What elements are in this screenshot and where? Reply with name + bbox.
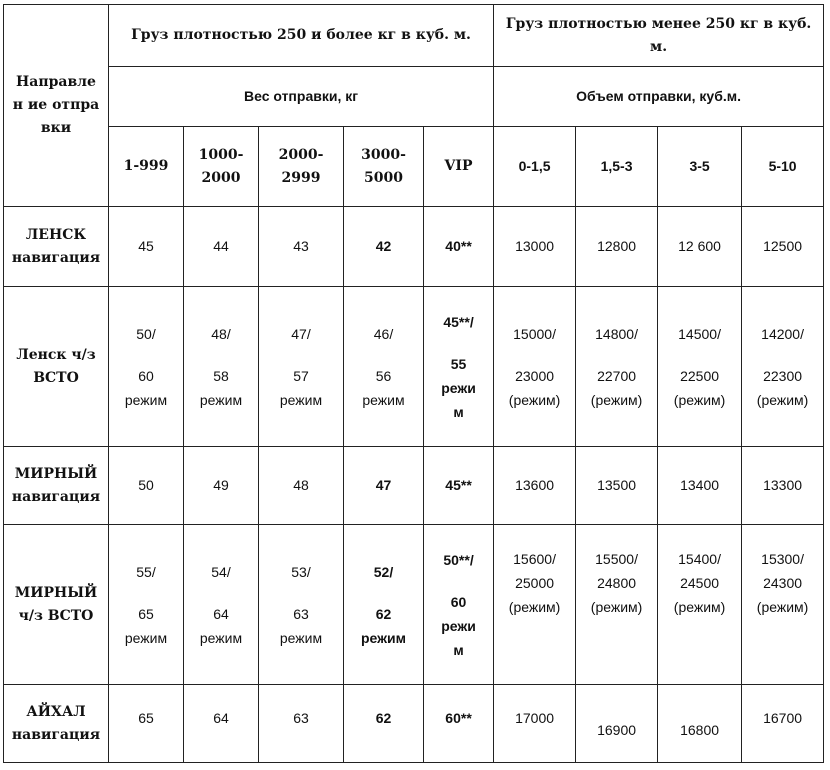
table-cell bbox=[494, 525, 576, 685]
weight-label: Вес отправки, кг bbox=[109, 67, 494, 127]
cell-line: м bbox=[453, 641, 464, 658]
weight-col-3-text: 2000-2999 bbox=[278, 146, 324, 186]
header-row-ranges bbox=[4, 127, 824, 207]
weight-col-3 bbox=[259, 127, 344, 207]
cell-line: 58 bbox=[213, 367, 229, 384]
cell-line: 55 bbox=[450, 355, 467, 372]
table-cell: 12500 bbox=[742, 207, 824, 287]
table-row bbox=[4, 685, 824, 763]
cell-line: м bbox=[453, 403, 464, 420]
cell-line: 47/ bbox=[291, 325, 311, 342]
cell-line: 24500 bbox=[680, 575, 720, 591]
cell-line: 50**/ bbox=[443, 551, 474, 568]
group-header-dense: Груз плотностью 250 и более кг в куб. м. bbox=[109, 5, 494, 67]
table-cell bbox=[658, 287, 742, 447]
table-cell bbox=[184, 525, 259, 685]
row-direction-l1: АЙХАЛ bbox=[26, 703, 86, 720]
row-direction-l1: ЛЕНСК bbox=[25, 226, 87, 243]
weight-col-1: 1-999 bbox=[109, 127, 184, 207]
table-cell bbox=[424, 287, 494, 447]
cell-line: 15000/ bbox=[513, 325, 556, 342]
cell-line: режи bbox=[441, 617, 476, 634]
table-cell: 64 bbox=[184, 685, 259, 763]
table-cell: 50 bbox=[109, 447, 184, 525]
cell-line: режим bbox=[360, 629, 407, 646]
cell-line: (режим) bbox=[508, 391, 561, 408]
cell-line: 63 bbox=[293, 605, 309, 622]
row-direction-l1: Ленск ч/з bbox=[16, 346, 96, 363]
table-cell bbox=[742, 525, 824, 685]
row-direction-l1: МИРНЫЙ bbox=[14, 584, 98, 601]
cell-line: (режим) bbox=[756, 599, 809, 615]
volume-label: Объем отправки, куб.м. bbox=[494, 67, 824, 127]
table-cell: 60** bbox=[424, 685, 494, 763]
row-direction-l2: навигация bbox=[11, 249, 101, 266]
row-direction bbox=[4, 207, 109, 287]
table-cell bbox=[344, 525, 424, 685]
cell-line: 48/ bbox=[211, 325, 231, 342]
table-cell: 47 bbox=[344, 447, 424, 525]
table-cell: 65 bbox=[109, 685, 184, 763]
volume-col-3: 3-5 bbox=[658, 127, 742, 207]
cell-line: 14800/ bbox=[595, 325, 638, 342]
table-cell: 13300 bbox=[742, 447, 824, 525]
cell-line: 52/ bbox=[373, 563, 394, 580]
table-cell: 17000 bbox=[494, 685, 576, 763]
cell-line: 45**/ bbox=[443, 313, 474, 330]
cell-line: 14500/ bbox=[678, 325, 721, 342]
header-row-groups bbox=[4, 5, 824, 67]
table-cell: 62 bbox=[344, 685, 424, 763]
cell-line: 50/ bbox=[136, 325, 156, 342]
table-cell bbox=[576, 287, 658, 447]
cell-line: (режим) bbox=[673, 391, 726, 408]
table-cell: 42 bbox=[344, 207, 424, 287]
table-cell: 13500 bbox=[576, 447, 658, 525]
table-cell bbox=[184, 287, 259, 447]
table-cell: 16900 bbox=[576, 685, 658, 763]
row-direction bbox=[4, 525, 109, 685]
cell-line: 56 bbox=[375, 367, 392, 384]
table-cell: 16800 bbox=[658, 685, 742, 763]
cell-line: 22700 bbox=[597, 367, 637, 384]
cell-line: 60 bbox=[450, 593, 467, 610]
table-row bbox=[4, 207, 824, 287]
table-cell bbox=[494, 287, 576, 447]
header-row-measure bbox=[4, 67, 824, 127]
cell-line: 46/ bbox=[373, 325, 394, 342]
cell-line: (режим) bbox=[590, 599, 643, 615]
volume-col-2: 1,5-3 bbox=[576, 127, 658, 207]
weight-col-2 bbox=[184, 127, 259, 207]
cell-line: 15300/ bbox=[761, 551, 804, 567]
direction-header bbox=[4, 5, 109, 207]
table-cell bbox=[658, 525, 742, 685]
table-cell bbox=[742, 287, 824, 447]
table-row bbox=[4, 525, 824, 685]
table-row bbox=[4, 287, 824, 447]
table-cell bbox=[259, 525, 344, 685]
cell-line: 54/ bbox=[211, 563, 231, 580]
table-cell: 13600 bbox=[494, 447, 576, 525]
weight-col-4-text: 3000-5000 bbox=[361, 146, 406, 186]
table-cell bbox=[109, 525, 184, 685]
table-cell bbox=[424, 525, 494, 685]
cell-line: (режим) bbox=[756, 391, 809, 408]
table-cell: 12 600 bbox=[658, 207, 742, 287]
cell-line: 53/ bbox=[291, 563, 311, 580]
table-cell bbox=[259, 287, 344, 447]
cell-line: режи bbox=[441, 379, 476, 396]
cell-line: (режим) bbox=[673, 599, 726, 615]
row-direction-l2: навигация bbox=[11, 726, 101, 743]
cell-line: режим bbox=[124, 629, 168, 646]
table-cell: 16700 bbox=[742, 685, 824, 763]
volume-col-1: 0-1,5 bbox=[494, 127, 576, 207]
cell-line: 55/ bbox=[136, 563, 156, 580]
direction-header-text: Направлен ие отправки bbox=[12, 74, 100, 136]
tariff-table bbox=[3, 4, 824, 763]
cell-line: 24800 bbox=[597, 575, 637, 591]
table-cell: 48 bbox=[259, 447, 344, 525]
row-direction-l2: навигация bbox=[11, 488, 101, 505]
table-cell bbox=[109, 287, 184, 447]
cell-line: режим bbox=[279, 629, 323, 646]
cell-line: 22300 bbox=[763, 367, 803, 384]
table-cell: 13000 bbox=[494, 207, 576, 287]
cell-line: (режим) bbox=[590, 391, 643, 408]
cell-line: 64 bbox=[213, 605, 229, 622]
cell-line: 14200/ bbox=[761, 325, 804, 342]
table-cell bbox=[344, 287, 424, 447]
cell-line: режим bbox=[362, 391, 405, 408]
table-cell: 49 bbox=[184, 447, 259, 525]
table-cell: 12800 bbox=[576, 207, 658, 287]
volume-col-4: 5-10 bbox=[742, 127, 824, 207]
cell-line: 65 bbox=[138, 605, 154, 622]
row-direction-l1: МИРНЫЙ bbox=[14, 465, 98, 482]
group-header-light: Груз плотностью менее 250 кг в куб. м. bbox=[494, 5, 824, 67]
row-direction bbox=[4, 447, 109, 525]
cell-line: 60 bbox=[138, 367, 154, 384]
table-cell: 45** bbox=[424, 447, 494, 525]
row-direction-l2: ч/з ВСТО bbox=[18, 607, 94, 624]
cell-line: режим bbox=[199, 391, 243, 408]
cell-line: режим bbox=[199, 629, 243, 646]
table-cell: 45 bbox=[109, 207, 184, 287]
table-cell: 43 bbox=[259, 207, 344, 287]
cell-line: 15400/ bbox=[678, 551, 721, 567]
cell-line: 15500/ bbox=[595, 551, 638, 567]
table-cell bbox=[576, 525, 658, 685]
row-direction bbox=[4, 287, 109, 447]
cell-line: 25000 bbox=[515, 575, 555, 591]
weight-col-2-text: 1000-2000 bbox=[198, 146, 244, 186]
cell-line: 22500 bbox=[680, 367, 720, 384]
cell-line: 24300 bbox=[763, 575, 803, 591]
cell-line: режим bbox=[279, 391, 323, 408]
weight-col-5: VIP bbox=[424, 127, 494, 207]
table-row bbox=[4, 447, 824, 525]
table-cell: 13400 bbox=[658, 447, 742, 525]
table-cell: 44 bbox=[184, 207, 259, 287]
cell-line: режим bbox=[124, 391, 168, 408]
cell-line: 15600/ bbox=[513, 551, 556, 567]
table-cell: 40** bbox=[424, 207, 494, 287]
row-direction-l2: ВСТО bbox=[33, 369, 79, 386]
table-cell: 63 bbox=[259, 685, 344, 763]
cell-line: 62 bbox=[375, 605, 392, 622]
cell-line: 23000 bbox=[515, 367, 555, 384]
weight-col-4 bbox=[344, 127, 424, 207]
cell-line: (режим) bbox=[508, 599, 561, 615]
row-direction bbox=[4, 685, 109, 763]
cell-line: 57 bbox=[293, 367, 309, 384]
